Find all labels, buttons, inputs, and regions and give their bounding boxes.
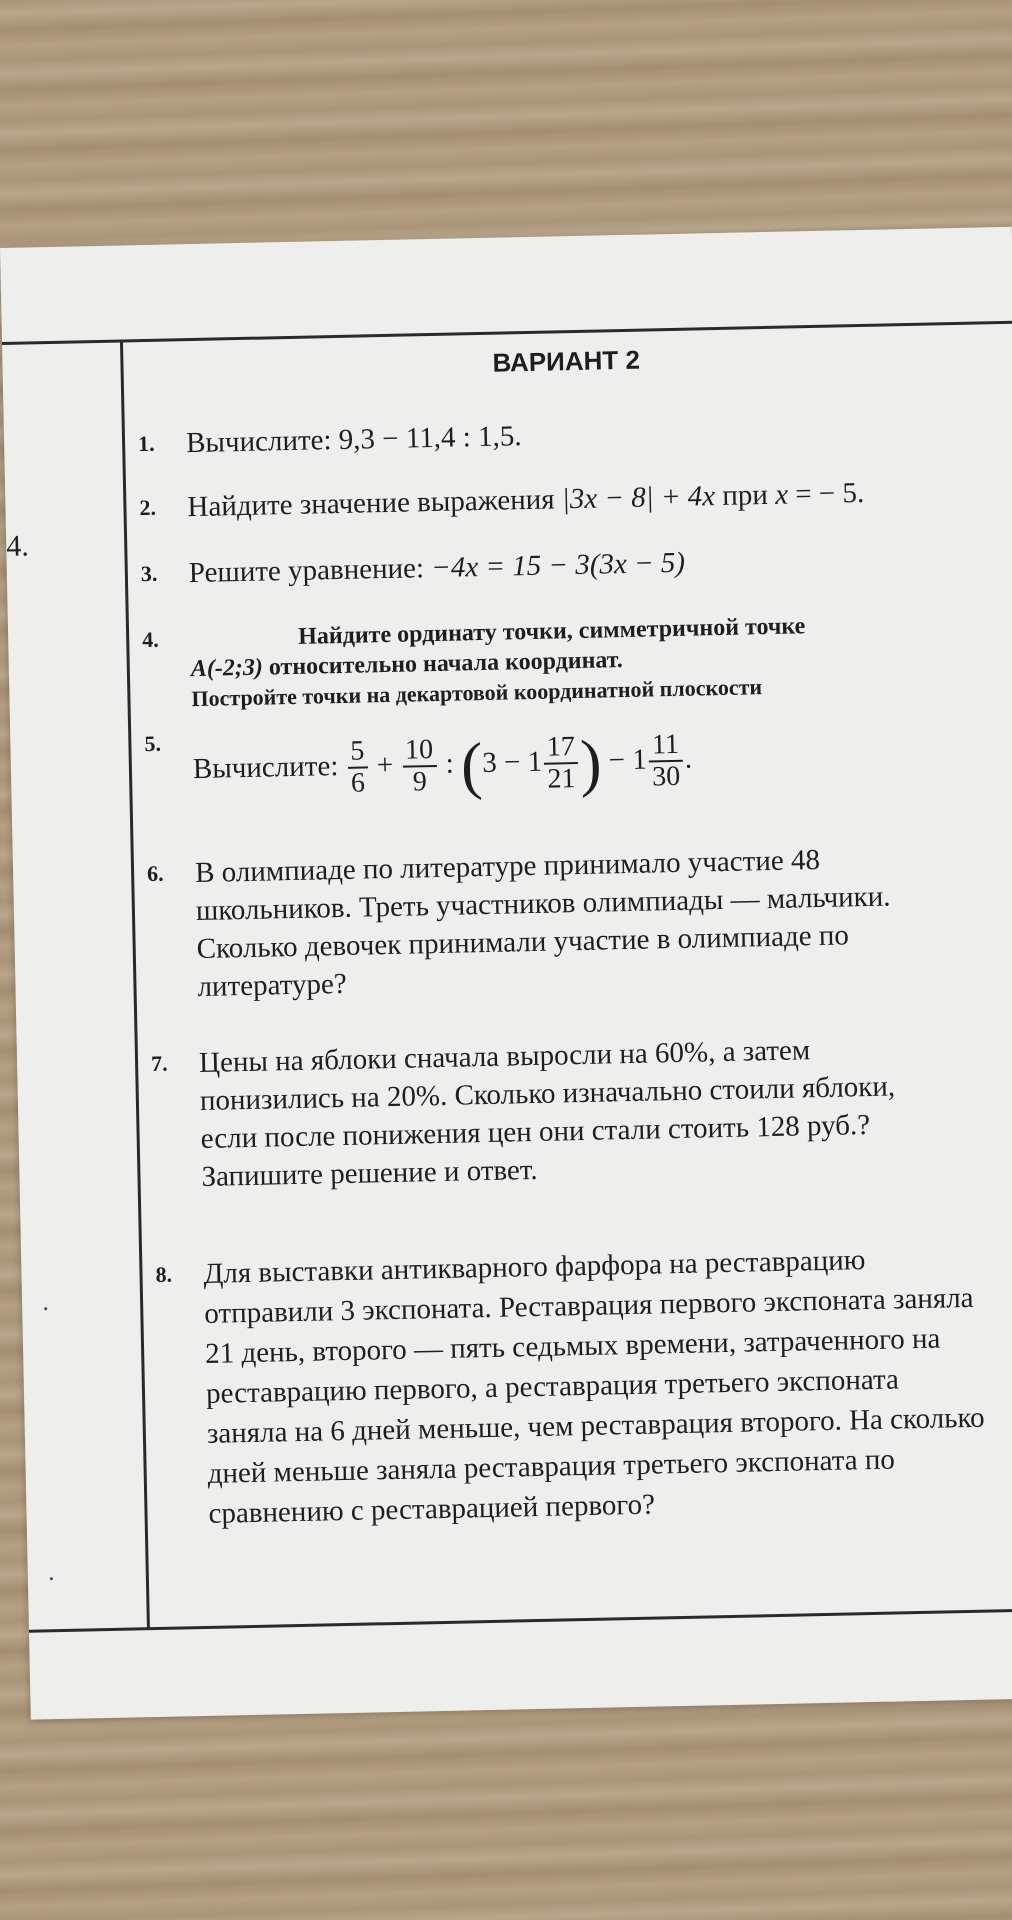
task-line-3: Постройте точки на декартовой координатной плоскости xyxy=(191,674,763,712)
fraction-1: $\frac{5}{6}$ xyxy=(347,737,368,799)
paper-speck xyxy=(50,1577,53,1580)
left-border xyxy=(120,339,150,1629)
task-point: A(-2;3) xyxy=(190,654,264,683)
bottom-border xyxy=(29,1609,1012,1633)
end-period: . xyxy=(684,742,693,775)
task-prefix: Найдите значение выражения xyxy=(187,483,563,524)
close-paren: ) xyxy=(579,726,603,799)
task-text xyxy=(187,474,865,526)
task-prefix: Вычислите: xyxy=(192,749,346,786)
task-number: 2. xyxy=(139,494,157,521)
task-number: 4. xyxy=(141,626,159,653)
margin-number: 4. xyxy=(5,529,30,563)
colon-sign: : xyxy=(445,747,455,780)
worksheet xyxy=(0,227,1012,1720)
task-number: 8. xyxy=(155,1261,173,1287)
task-suffix: = − 5. xyxy=(787,476,865,511)
task-prefix: Решите уравнение: xyxy=(188,552,432,590)
plus-sign: + xyxy=(376,748,394,782)
task-text: Вычислите: 9,3 − 11,4 : 1,5. xyxy=(185,420,522,460)
mixed-prefix-2: − 1 xyxy=(608,743,648,777)
task-text: Цены на яблоки сначала выросли на 60%, а затем понизились на 20%. Сколько изначально стоили яблоки, если после понижения цен они стали стоить 128 руб.? Запишите решение и ответ. xyxy=(198,1034,896,1193)
task-variable: x xyxy=(774,478,789,511)
fraction-2: $\frac{10}{9}$ xyxy=(402,735,437,798)
task-number: 3. xyxy=(140,560,158,587)
paper-speck xyxy=(44,1307,47,1310)
task-5 xyxy=(144,725,693,815)
task-text xyxy=(190,611,807,714)
task-number: 5. xyxy=(144,730,162,757)
task-line-1: Найдите ординату точки, симметричной точке xyxy=(297,613,806,650)
task-number: 6. xyxy=(146,860,164,887)
task-line-2: относительно начала координат. xyxy=(262,647,624,681)
task-number: 7. xyxy=(150,1050,168,1077)
task-number: 1. xyxy=(137,430,155,457)
task-expression: −4x = 15 − 3(3x − 5) xyxy=(430,546,686,585)
task-text xyxy=(188,544,685,592)
top-border xyxy=(2,321,1012,345)
task-expression xyxy=(192,714,693,817)
fraction-4: $\frac{11}{30}$ xyxy=(648,730,683,793)
variant-title: ВАРИАНТ 2 xyxy=(492,344,641,378)
mixed-prefix: 3 − 1 xyxy=(481,745,543,780)
fraction-3: $\frac{17}{21}$ xyxy=(544,732,579,795)
task-text: В олимпиаде по литературе принимало участие 48 школьников. Треть участников олимпиады — мальчики. Сколько девочек принимали участие в олимпиаде по литературе? xyxy=(194,843,891,1004)
task-text: Для выставки антикварного фарфора на реставрацию отправили 3 экспоната. Реставрация первого экспоната заняла 21 день, второго — пять седьмых времени, затраченного на реставрацию первого, а реставрация третьего экспоната заняла на 6 дней меньше, чем реставрация второго. На сколько дней меньше заняла реставрация третьего экспоната по сравнению с реставрацией первого? xyxy=(203,1244,985,1530)
task-mid: при xyxy=(714,478,776,513)
open-paren: ( xyxy=(460,729,484,801)
task-expression: |3x − 8| + 4x xyxy=(561,480,716,516)
